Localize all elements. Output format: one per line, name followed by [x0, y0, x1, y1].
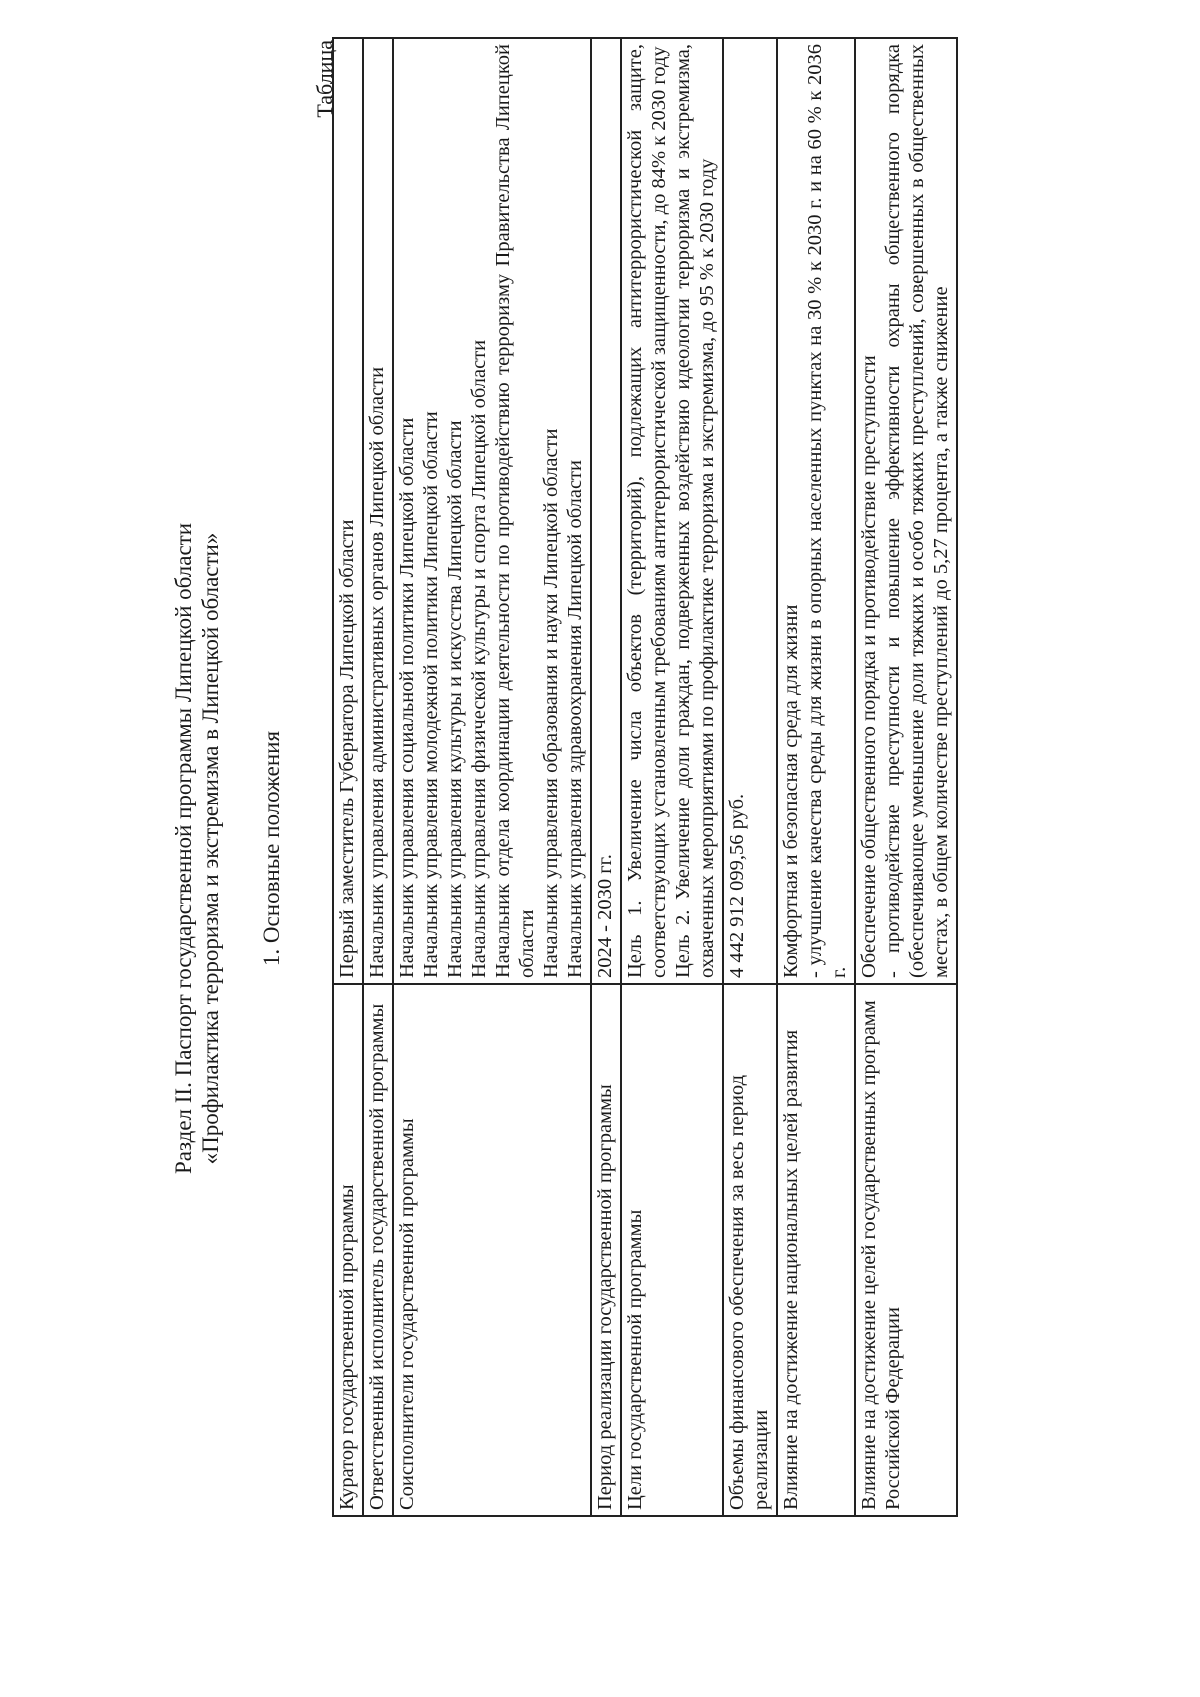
row-value: [333, 38, 363, 984]
row-label: Влияние на достижение целей государственных программ Российской Федерации: [855, 984, 957, 1516]
value-line: Цель 1. Увеличение числа объектов (территорий), подлежащих антитеррористической защите, соответствующих установленным требованиям антитеррористической защищенности, до 84% к 2030 году: [624, 44, 670, 978]
table-row: [723, 38, 777, 1516]
value-line: Начальник управления здравоохранения Липецкой области: [564, 460, 586, 978]
value-line: Обеспечение общественного порядка и противодействие преступности: [858, 355, 880, 978]
row-label: Ответственный исполнитель государственной программы: [363, 984, 393, 1516]
value-line: 2024 - 2030 гг.: [594, 854, 616, 978]
table-row: [591, 38, 621, 1516]
document-subtitle: «Профилактика терроризма и экстремизма в Липецкой области»: [198, 532, 223, 1165]
table-row: [855, 38, 957, 1516]
document-title: Раздел II. Паспорт государственной программы Липецкой области: [171, 522, 196, 1175]
table-row: [333, 38, 363, 1516]
section-heading: 1. Основные положения: [259, 730, 284, 967]
value-line: Начальник управления образования и науки Липецкой области: [540, 428, 562, 978]
value-line: - противодействие преступности и повышение эффективности охраны общественного порядка (обеспечивающее уменьшение доли тяжких и особо тяжких преступлений, совершенных в общественных местах, в общем количестве преступлений до 5,27 процента, а также снижение: [882, 44, 952, 978]
value-line: Цель 2. Увеличение доли граждан, подверженных воздействию идеологии терроризма и экстремизма, охваченных мероприятиями по профилактике терроризма и экстремизма, до 95 % к 2030 году: [672, 44, 718, 978]
table-row: [621, 38, 723, 1516]
value-line: Комфортная и безопасная среда для жизни: [780, 604, 802, 978]
value-line: Первый заместитель Губернатора Липецкой области: [336, 519, 358, 978]
row-label: Соисполнители государственной программы: [393, 984, 591, 1516]
table-caption: Таблица: [312, 40, 337, 118]
value-line: Начальник управления культуры и искусства Липецкой области: [444, 420, 466, 978]
table-row: [777, 38, 855, 1516]
value-line: Начальник управления молодежной политики Липецкой области: [420, 411, 442, 978]
row-value: [777, 38, 855, 984]
table-row: [393, 38, 591, 1516]
row-value: [855, 38, 957, 984]
row-label: Период реализации государственной программы: [591, 984, 621, 1516]
row-value: [723, 38, 777, 984]
value-line: Начальник управления административных органов Липецкой области: [366, 366, 388, 978]
row-value: [363, 38, 393, 984]
passport-table: [332, 37, 958, 1517]
row-label: Влияние на достижение национальных целей развития: [777, 984, 855, 1516]
row-value: [621, 38, 723, 984]
row-label: Куратор государственной программы: [333, 984, 363, 1516]
row-value: [393, 38, 591, 984]
value-line: 4 442 912 099,56 руб.: [726, 793, 748, 978]
value-line: Начальник управления физической культуры и спорта Липецкой области: [468, 339, 490, 978]
value-line: - улучшение качества среды для жизни в опорных населенных пунктах на 30 % к 2030 г. и на 60 % к 2036 г.: [804, 44, 850, 978]
value-line: Начальник отдела координации деятельности по противодействию терроризму Правительства Липецкой области: [492, 44, 538, 978]
row-label: Объемы финансового обеспечения за весь период реализации: [723, 984, 777, 1516]
row-label: Цели государственной программы: [621, 984, 723, 1516]
table-row: [363, 38, 393, 1516]
value-line: Начальник управления социальной политики Липецкой области: [396, 417, 418, 978]
row-value: [591, 38, 621, 984]
